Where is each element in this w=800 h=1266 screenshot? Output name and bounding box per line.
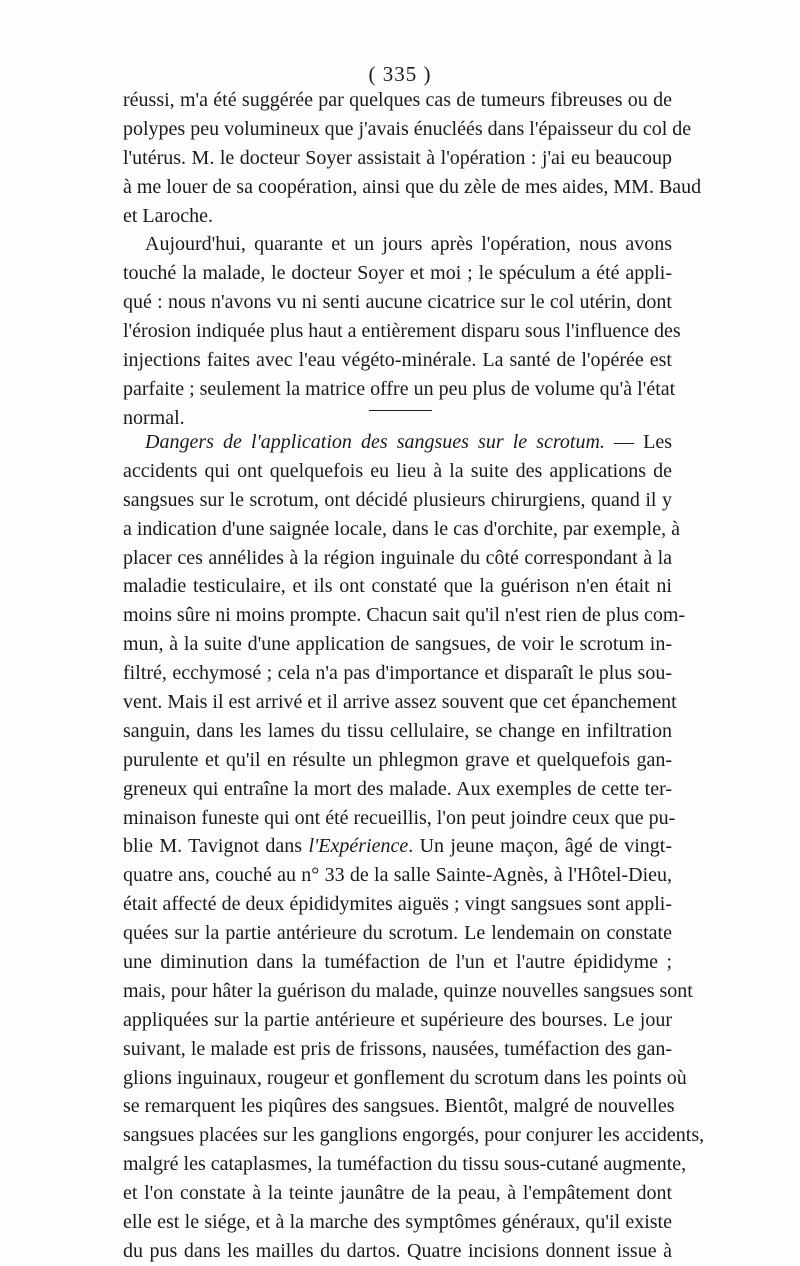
paragraph-2-line: Aujourd'hui, quarante et un jours après l'opération, nous avons [145,233,672,256]
paragraph-2-line: normal. [123,406,185,429]
section-2-line: vent. Mais il est arrivé et il arrive assez souvent que cet épanchement [123,691,677,714]
section-divider [369,410,432,411]
section-2-line: minaison funeste qui ont été recueillis, l'on peut joindre ceux que pu- [123,806,676,829]
section-2-line: suivant, le malade est pris de frissons, nausées, tuméfaction des gan- [123,1037,672,1060]
section-2-line-with-journal [123,832,672,861]
section-2-line: accidents qui ont quelquefois eu lieu à la suite des applications de [123,459,672,482]
section-2-line: a indication d'une saignée locale, dans le cas d'orchite, par exemple, à [123,517,680,540]
page-number: ( 335 ) [368,62,432,86]
section-2-line: greneux qui entraîne la mort des malade. Aux exemples de cette ter- [123,777,672,800]
paragraph-2-line: l'érosion indiquée plus haut a entièrement disparu sous l'influence des [123,320,681,343]
section-2-line: placer ces annélides à la région inguinale du côté correspondant à la [123,546,672,569]
section-2-line: était affecté de deux épididymites aiguës ; vingt sangsues sont appli- [123,893,672,916]
section-2-line: maladie testiculaire, et ils ont constaté que la guérison n'en était ni [123,575,672,598]
section-2-line: quatre ans, couché au n° 33 de la salle Sainte-Agnès, à l'Hôtel-Dieu, [123,864,672,887]
section-2-line: filtré, ecchymosé ; cela n'a pas d'importance et disparaît le plus sou- [123,662,672,685]
section-2-line: se remarquent les piqûres des sangsues. Bientôt, malgré de nouvelles [123,1095,675,1118]
section-2-line: du pus dans les mailles du dartos. Quatre incisions donnent issue à [123,1239,672,1262]
section-2-line: sangsues placées sur les ganglions engorgés, pour conjurer les accidents, [123,1124,705,1147]
paragraph-1-line: à me louer de sa coopération, ainsi que du zèle de mes aides, MM. Baud [123,175,702,198]
section-2-line: elle est le siége, et à la marche des symptômes généraux, qu'il existe [123,1211,672,1234]
section-heading-line [123,428,672,457]
paragraph-1-line: polypes peu volumineux que j'avais énucléés dans l'épaisseur du col de [123,117,692,140]
paragraph-2-line: injections faites avec l'eau végéto-minérale. La santé de l'opérée est [123,349,672,372]
paragraph-2-line: touché la malade, le docteur Soyer et moi ; le spéculum a été appli- [123,262,672,285]
section-2-line: glions inguinaux, rougeur et gonflement du scrotum dans les points où [123,1066,687,1089]
section-2-line: et l'on constate à la teinte jaunâtre de la peau, à l'empâtement dont [123,1182,672,1205]
paragraph-1-line: l'utérus. M. le docteur Soyer assistait à l'opération : j'ai eu beaucoup [123,146,672,169]
section-2-line: une diminution dans la tuméfaction de l'un et l'autre épididyme ; [123,951,672,974]
paragraph-2-line: qué : nous n'avons vu ni senti aucune cicatrice sur le col utérin, dont [123,291,672,314]
section-2-line: appliquées sur la partie antérieure et supérieure des bourses. Le jour [123,1008,672,1031]
section-heading: Dangers de l'application des sangsues sur le scrotum. [145,431,605,453]
section-2-line-end: . Un jeune maçon, âgé de vingt- [408,835,673,858]
section-2-line: quées sur la partie antérieure du scrotum. Le lendemain on constate [123,922,672,945]
section-heading-tail: — Les [604,431,672,453]
section-2-line: moins sûre ni moins prompte. Chacun sait qu'il n'est rien de plus com- [123,604,686,627]
text-block-bottom [123,428,705,1266]
section-2-line: sanguin, dans les lames du tissu cellulaire, se change en infiltration [123,719,672,742]
section-2-line: mun, à la suite d'une application de sangsues, de voir le scrotum in- [123,633,672,656]
section-2-line: mais, pour hâter la guérison du malade, quinze nouvelles sangsues sont [123,979,693,1002]
text-block-top [123,86,702,433]
paragraph-1-line: réussi, m'a été suggérée par quelques cas de tumeurs fibreuses ou de [123,89,672,111]
section-2-line-start: blie M. Tavignot dans [123,835,303,858]
paragraph-2-line: parfaite ; seulement la matrice offre un peu plus de volume qu'à l'état [123,377,676,400]
section-2-line: malgré les cataplasmes, la tuméfaction du tissu sous-cutané augmente, [123,1153,687,1176]
journal-title: l'Expérience [308,835,409,858]
paragraph-1-line: et Laroche. [123,204,213,227]
section-2-line: sangsues sur le scrotum, ont décidé plusieurs chirurgiens, quand il y [123,488,672,511]
section-2-line: purulente et qu'il en résulte un phlegmon grave et quelquefois gan- [123,748,672,771]
